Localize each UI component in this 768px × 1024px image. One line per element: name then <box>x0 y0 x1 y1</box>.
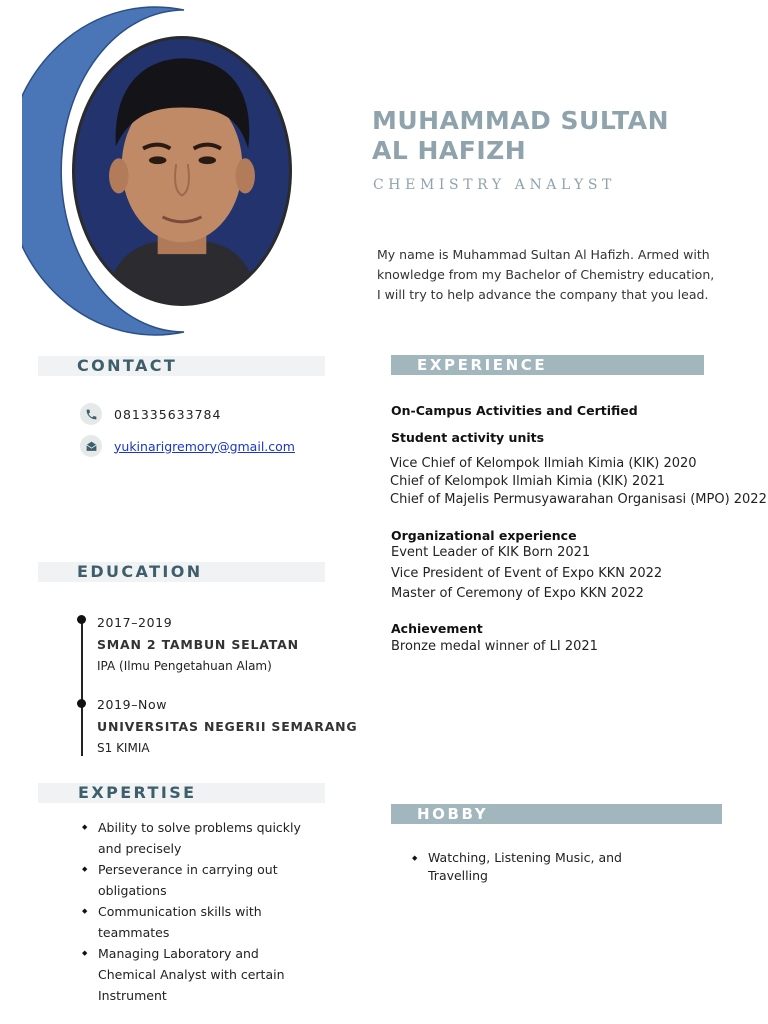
expertise-section-header <box>38 783 325 803</box>
list-item-line: obligations <box>98 883 167 898</box>
list-item <box>408 849 658 885</box>
expertise-title: EXPERTISE <box>78 783 197 802</box>
name-line-2: AL HAFIZH <box>372 136 527 165</box>
phone-number: 081335633784 <box>114 406 222 422</box>
job-title: CHEMISTRY ANALYST <box>373 177 616 193</box>
experience-heading: On-Campus Activities and Certified <box>391 403 638 418</box>
education-years: 2017–2019 <box>97 615 173 630</box>
list-item-line: Chemical Analyst with certain <box>98 967 285 982</box>
list-item-line: ◆ Perseverance in carrying out <box>98 862 278 877</box>
list-item-line: ◆ Managing Laboratory and <box>98 946 259 961</box>
contact-title: CONTACT <box>77 356 178 375</box>
hobby-title: HOBBY <box>417 805 489 823</box>
education-section-header <box>38 562 325 582</box>
achievement-heading: Achievement <box>391 621 483 636</box>
phone-icon <box>80 403 102 425</box>
achievement-item: Bronze medal winner of LI 2021 <box>391 639 598 654</box>
list-item-line: teammates <box>98 925 170 940</box>
list-item-line: Instrument <box>98 988 167 1003</box>
experience-item: Master of Ceremony of Expo KKN 2022 <box>391 586 644 601</box>
contact-email-row <box>80 435 295 457</box>
contact-phone-row <box>80 403 221 425</box>
email-link[interactable]: yukinarigremory@gmail.com <box>114 438 295 454</box>
education-school: UNIVERSITAS NEGERII SEMARANG <box>97 719 358 734</box>
expertise-list <box>78 817 328 1006</box>
timeline-dot <box>77 699 86 708</box>
list-item-line: ◆ Communication skills with <box>98 904 262 919</box>
experience-item: Chief of Kelompok Ilmiah Kimia (KIK) 2021 <box>390 474 666 489</box>
list-item-line: Travelling <box>428 868 488 883</box>
list-item <box>78 901 328 943</box>
about-text: My name is Muhammad Sultan Al Hafizh. Armed with knowledge from my Bachelor of Chemistry education, I will try to help advance the company that you lead. <box>377 247 715 302</box>
envelope-icon <box>80 435 102 457</box>
education-program: IPA (Ilmu Pengetahuan Alam) <box>97 659 272 673</box>
list-item-line: ◆ Ability to solve problems quickly <box>98 820 301 835</box>
hobby-list <box>408 849 658 885</box>
education-school: SMAN 2 TAMBUN SELATAN <box>97 637 299 652</box>
organizational-heading: Organizational experience <box>391 528 577 543</box>
experience-item: Chief of Majelis Permusyawarahan Organisasi (MPO) 2022 <box>390 492 767 507</box>
list-item-line: and precisely <box>98 841 182 856</box>
list-item <box>78 859 328 901</box>
name-line-1: MUHAMMAD SULTAN <box>372 106 669 135</box>
experience-item: Event Leader of KIK Born 2021 <box>391 545 591 560</box>
education-title: EDUCATION <box>77 562 203 581</box>
experience-item: Vice President of Event of Expo KKN 2022 <box>391 566 663 581</box>
list-item <box>78 943 328 1006</box>
list-item-line: ◆ Watching, Listening Music, and <box>428 850 622 865</box>
timeline-dot <box>77 615 86 624</box>
education-program: S1 KIMIA <box>97 741 150 755</box>
experience-section-header <box>391 355 704 375</box>
candidate-name <box>372 106 669 166</box>
experience-subheading: Student activity units <box>391 430 545 445</box>
contact-section-header <box>38 356 325 376</box>
profile-photo <box>72 36 292 306</box>
hobby-section-header <box>391 804 722 824</box>
experience-item: Vice Chief of Kelompok Ilmiah Kimia (KIK) 2020 <box>390 456 697 471</box>
education-timeline <box>81 618 83 756</box>
list-item <box>78 817 328 859</box>
education-years: 2019–Now <box>97 697 168 712</box>
experience-title: EXPERIENCE <box>417 356 548 374</box>
